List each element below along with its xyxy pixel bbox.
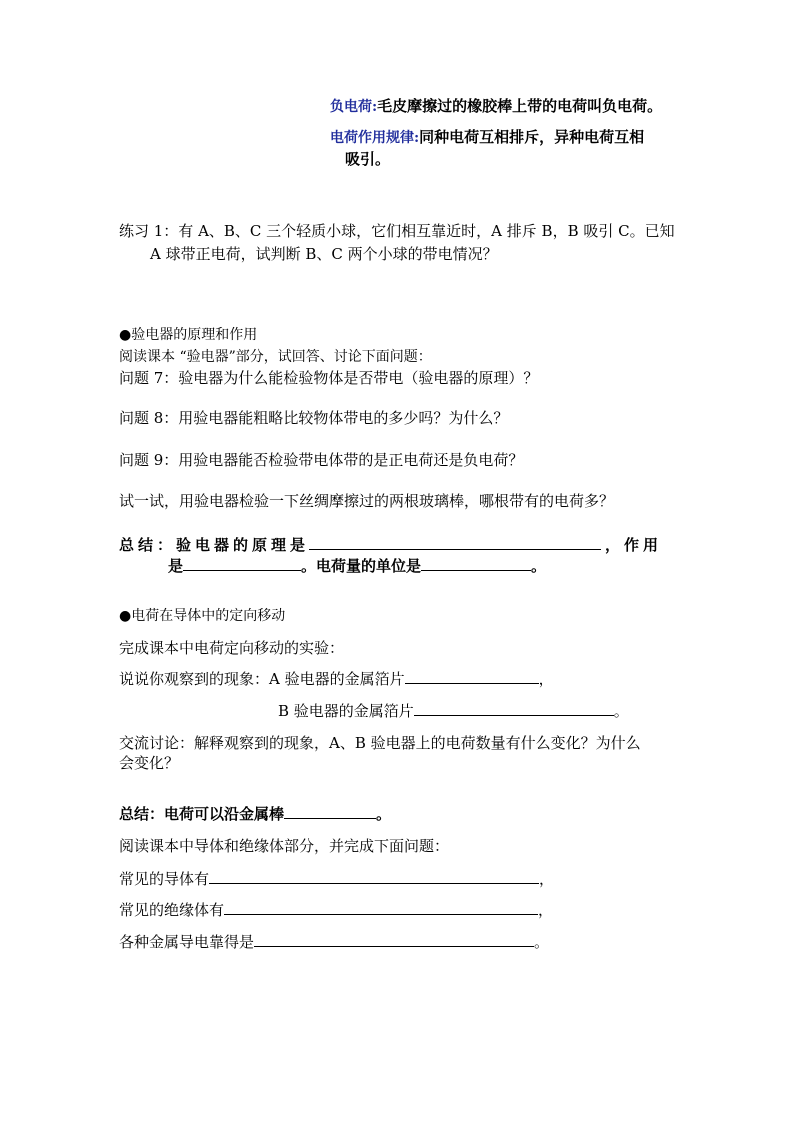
discussion-line2: 会变化？ [119, 754, 180, 772]
observe-b-line [278, 700, 629, 721]
summary-principle-label: 总结：验电器的原理是 [119, 536, 310, 554]
electroscope-summary-line2 [168, 555, 546, 576]
conductor-heading: ●电荷在导体中的定向移动 [119, 608, 286, 624]
question-9: 问题 9：用验电器能否检验带电体带的是正电荷还是负电荷？ [119, 451, 524, 469]
question-7: 问题 7：验电器为什么能检验物体是否带电（验电器的原理）？ [119, 369, 539, 387]
insulators-line [119, 899, 553, 920]
conductor-summary-end: 。 [376, 805, 392, 823]
experiment-task: 完成课本中电荷定向移动的实验： [119, 639, 345, 657]
insulators-blank[interactable] [224, 899, 538, 915]
electroscope-heading: ●验电器的原理和作用 [119, 327, 258, 343]
metals-label: 各种金属导电靠得是 [119, 933, 255, 951]
negative-charge-definition [330, 96, 662, 117]
summary-function-label: ，作用 [605, 536, 663, 554]
summary-end: 。 [531, 557, 547, 575]
observe-b-end: 。 [613, 702, 629, 720]
observe-a-end: ， [538, 670, 554, 688]
charge-law-line2: 吸引。 [345, 150, 391, 168]
metals-blank[interactable] [254, 931, 534, 947]
observe-b-label: B 验电器的金属箔片 [278, 702, 414, 720]
metals-end: 。 [534, 933, 550, 951]
conductors-label: 常见的导体有 [119, 870, 210, 888]
conductor-summary-blank[interactable] [284, 803, 376, 819]
conductor-read: 阅读课本中导体和绝缘体部分，并完成下面问题： [119, 837, 450, 855]
conductors-end: ， [539, 870, 555, 888]
summary-is-label: 是 [168, 557, 184, 575]
electroscope-summary-line1 [119, 534, 662, 555]
principle-blank[interactable] [309, 534, 601, 550]
function-blank[interactable] [183, 555, 301, 571]
conductors-line [119, 868, 554, 889]
conductor-summary-label: 总结：电荷可以沿金属棒 [119, 805, 285, 823]
insulators-end: ， [538, 901, 554, 919]
question-8: 问题 8：用验电器能粗略比较物体带电的多少吗？为什么？ [119, 409, 509, 427]
observe-a-label: 说说你观察到的现象：A 验电器的金属箔片 [119, 670, 405, 688]
unit-blank[interactable] [421, 555, 531, 571]
charge-law-line1 [330, 127, 644, 148]
observe-b-blank[interactable] [414, 700, 614, 716]
charge-law-label: 电荷作用规律: [330, 130, 420, 146]
summary-unit-label: 。电荷量的单位是 [301, 557, 422, 575]
conductor-summary [119, 803, 391, 824]
observe-a-line [119, 668, 554, 689]
metals-line [119, 931, 549, 952]
exercise1-line1: 练习 1：有 A、B、C 三个轻质小球，它们相互靠近时，A 排斥 B，B 吸引 C。已知 [119, 222, 675, 240]
discussion-line1: 交流讨论：解释观察到的现象，A、B 验电器上的电荷数量有什么变化？为什么 [119, 734, 641, 752]
negative-charge-label: 负电荷: [330, 99, 378, 115]
observe-a-blank[interactable] [405, 668, 539, 684]
try-it: 试一试，用验电器检验一下丝绸摩擦过的两根玻璃棒，哪根带有的电荷多？ [119, 492, 615, 510]
charge-law-text: 同种电荷互相排斥，异种电荷互相 [419, 128, 645, 146]
exercise1-line2: A 球带正电荷，试判断 B、C 两个小球的带电情况？ [150, 245, 498, 263]
electroscope-read: 阅读课本 “验电器”部分，试回答、讨论下面问题： [119, 349, 432, 365]
negative-charge-text: 毛皮摩擦过的橡胶棒上带的电荷叫负电荷。 [377, 97, 663, 115]
conductors-blank[interactable] [209, 868, 539, 884]
insulators-label: 常见的绝缘体有 [119, 901, 225, 919]
